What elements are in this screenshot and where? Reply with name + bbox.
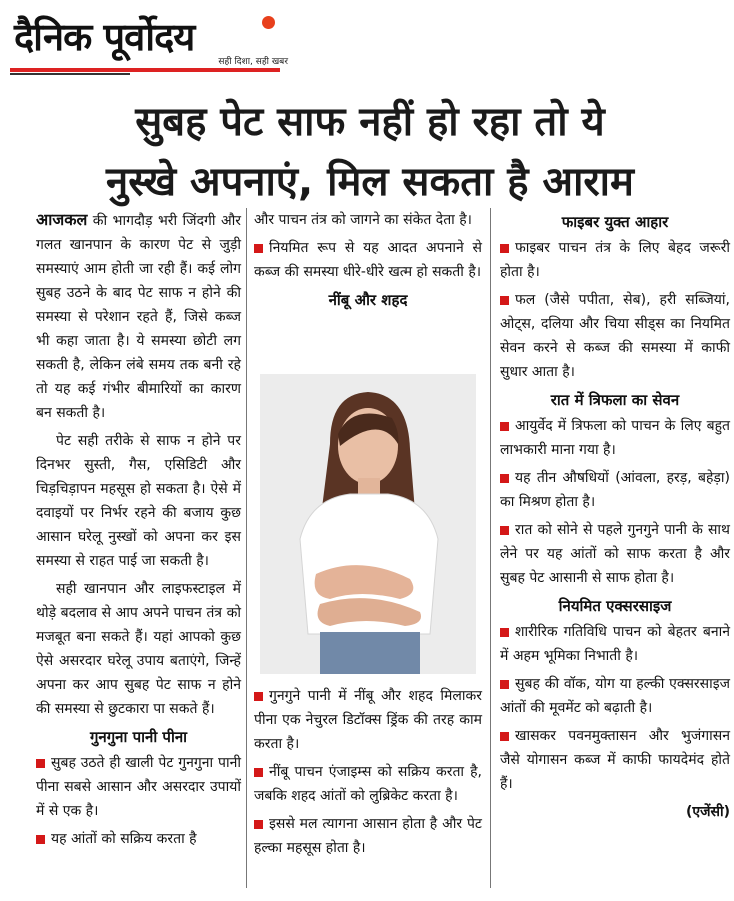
lead-word: आजकल xyxy=(36,210,88,229)
bullet-item xyxy=(500,518,730,590)
column-divider xyxy=(246,208,247,888)
bullet-text: रात को सोने से पहले गुनगुने पानी के साथ लेने पर यह आंतों को साफ करता है और सुबह पेट आसानी से साफ होता है। xyxy=(500,522,730,586)
paragraph: सही खानपान और लाइफस्टाइल में थोड़े बदलाव से आप अपने पाचन तंत्र को मजबूत बना सकते हैं। यहां आपको कुछ ऐसे असरदार घरेलू उपाय बताएंगे, जिन्हें अपना कर आप सुबह पेट साफ न होने की समस्या से छुटकारा पा सकते हैं। xyxy=(36,581,241,717)
bullet-text: गुनगुने पानी में नींबू और शहद मिलाकर पीना एक नेचुरल डिटॉक्स ड्रिंक की तरह काम करता है। xyxy=(254,688,482,752)
subheading: फाइबर युक्त आहार xyxy=(561,213,669,231)
bullet-icon xyxy=(500,628,509,637)
masthead xyxy=(8,6,288,72)
article-column-2 xyxy=(254,208,482,314)
bullet-item xyxy=(500,620,730,668)
bullet-text: सुबह उठते ही खाली पेट गुनगुना पानी पीना सबसे आसान और असरदार उपायों में से एक है। xyxy=(36,755,241,819)
article-column-3 xyxy=(500,208,730,824)
bullet-text: फल (जैसे पपीता, सेब), हरी सब्जियां, ओट्स, दलिया और चिया सीड्स का नियमित सेवन करने से कब्ज की समस्या में काफी सुधार आता है। xyxy=(500,292,730,380)
bullet-text: यह तीन औषधियों (आंवला, हरड़, बहेड़ा) का मिश्रण होता है। xyxy=(500,470,730,510)
headline-line-1: सुबह पेट साफ नहीं हो रहा तो ये xyxy=(135,99,605,145)
bullet-item xyxy=(254,812,482,860)
paragraph xyxy=(36,208,241,425)
bullet-icon xyxy=(254,768,263,777)
bullet-item xyxy=(254,236,482,284)
article-column-2-lower xyxy=(254,684,482,864)
bullet-item xyxy=(500,724,730,796)
article-photo xyxy=(260,374,476,674)
bullet-item xyxy=(500,236,730,284)
bullet-item xyxy=(500,288,730,384)
paragraph: पेट सही तरीके से साफ न होने पर दिनभर सुस्ती, गैस, एसिडिटी और चिड़चिड़ापन महसूस हो सकता है। ऐसे में दवाइयों पर निर्भर रहने की बजाय कुछ आसान घरेलू नुस्खों को अपना कर इस समस्या से राहत पाई जा सकती है। xyxy=(36,433,241,569)
bullet-text: शारीरिक गतिविधि पाचन को बेहतर बनाने में अहम भूमिका निभाती है। xyxy=(500,624,730,664)
bullet-item xyxy=(36,751,241,823)
bullet-icon xyxy=(36,759,45,768)
woman-stomach-pain-illustration xyxy=(260,374,476,674)
bullet-text: यह आंतों को सक्रिय करता है xyxy=(51,831,197,847)
bullet-icon xyxy=(500,680,509,689)
masthead-title: दैनिक पूर्वोदय xyxy=(14,15,195,59)
bullet-item xyxy=(500,466,730,514)
paragraph: और पाचन तंत्र को जागने का संकेत देता है। xyxy=(254,212,472,228)
column-divider xyxy=(490,208,491,888)
bullet-text: फाइबर पाचन तंत्र के लिए बेहद जरूरी होता है। xyxy=(500,240,730,280)
subheading: गुनगुना पानी पीना xyxy=(89,728,188,746)
bullet-icon xyxy=(254,820,263,829)
bullet-text: आयुर्वेद में त्रिफला को पाचन के लिए बहुत लाभकारी माना गया है। xyxy=(500,418,730,458)
bullet-item xyxy=(36,827,241,851)
bullet-icon xyxy=(254,692,263,701)
bullet-icon xyxy=(500,422,509,431)
masthead-tagline: सही दिशा, सही खबर xyxy=(218,57,288,67)
bullet-text: नींबू पाचन एंजाइम्स को सक्रिय करता है, जबकि शहद आंतों को लुब्रिकेट करता है। xyxy=(254,764,482,804)
bullet-icon xyxy=(500,244,509,253)
bullet-text: खासकर पवनमुक्तासन और भुजंगासन जैसे योगासन कब्ज में काफी फायदेमंद होते हैं। xyxy=(500,728,730,792)
bullet-text: नियमित रूप से यह आदत अपनाने से कब्ज की समस्या धीरे-धीरे खत्म हो सकती है। xyxy=(254,240,482,280)
bullet-icon xyxy=(500,526,509,535)
masthead-logo-dot xyxy=(262,16,275,29)
bullet-text: इससे मल त्यागना आसान होता है और पेट हल्का महसूस होता है। xyxy=(254,816,482,856)
bullet-icon xyxy=(500,296,509,305)
paragraph-text: की भागदौड़ भरी जिंदगी और गलत खानपान के कारण पेट से जुड़ी समस्याएं आम होती जा रही हैं। कई लोग सुबह उठने के बाद पेट साफ न होने की समस्या से परेशान रहते हैं, जिसे कब्ज भी कहा जाता है। ये समस्या छोटी लग सकती है, लेकिन लंबे समय तक बनी रहे तो यह कई गंभीर बीमारियों का कारण बन सकती है। xyxy=(36,213,241,421)
bullet-item xyxy=(254,760,482,808)
bullet-item xyxy=(254,684,482,756)
agency-credit: (एजेंसी) xyxy=(685,804,730,820)
bullet-text: सुबह की वॉक, योग या हल्की एक्सरसाइज आंतों की मूवमेंट को बढ़ाती है। xyxy=(500,676,730,716)
bullet-icon xyxy=(500,732,509,741)
headline xyxy=(20,92,720,212)
headline-line-2: नुस्खे अपनाएं, मिल सकता है आराम xyxy=(106,159,634,205)
bullet-item xyxy=(500,414,730,462)
subheading: रात में त्रिफला का सेवन xyxy=(550,391,680,409)
article-column-1 xyxy=(36,208,241,855)
masthead-subrule xyxy=(10,73,130,75)
subheading: नींबू और शहद xyxy=(328,291,408,309)
bullet-item xyxy=(500,672,730,720)
bullet-icon xyxy=(500,474,509,483)
bullet-icon xyxy=(36,835,45,844)
bullet-icon xyxy=(254,244,263,253)
masthead-rule xyxy=(10,68,280,72)
subheading: नियमित एक्सरसाइज xyxy=(558,597,672,615)
